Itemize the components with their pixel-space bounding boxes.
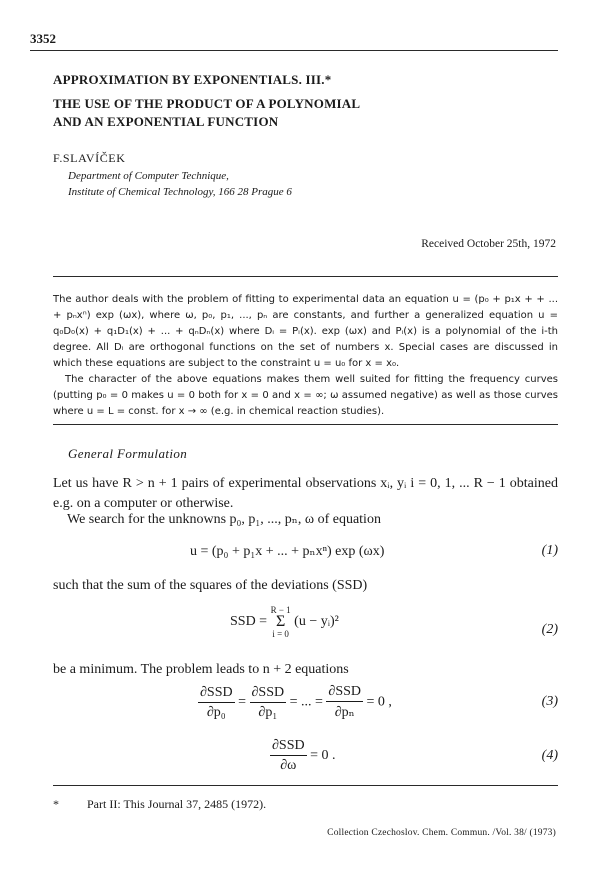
- equation-3-number: (3): [541, 694, 558, 709]
- equation-2: [230, 604, 339, 640]
- fraction-dssd-domega: $\frac{\text{∂SSD}}{\partial\omega}$: [272, 738, 305, 773]
- equation-1: u = (p₀ + p₁x + ... + pₙxⁿ) exp (ωx): [190, 544, 385, 559]
- summation: [271, 604, 291, 640]
- summation-upper-limit: R − 1: [270, 605, 291, 615]
- abstract-paragraph-2: The character of the above equations makes them well suited for fitting the frequency curves (putting p₀ = 0 makes u = 0 both for x = 0 and x = ∞; ω assumed negative) as well as those curves where u = L = const. for x → ∞ (e.g. in chemical reaction studies).: [53, 374, 558, 417]
- equation-4-number: (4): [541, 748, 558, 763]
- equation-2-lhs: SSD =: [230, 614, 268, 630]
- section-heading: General Formulation: [68, 446, 188, 461]
- body-paragraph-1: Let us have R > n + 1 pairs of experimental observations xᵢ, yᵢ i = 0, 1, ... R − 1 obtained e.g. on a computer or otherwise.: [53, 476, 558, 511]
- body-paragraph-4: be a minimum. The problem leads to n + 2 equations: [53, 662, 349, 677]
- abstract-bottom-rule: [53, 424, 558, 425]
- equation-3-equals: =: [238, 694, 247, 710]
- footnote: [53, 797, 266, 812]
- fraction-dssd-dp1: $\frac{\text{∂SSD}}{\text{∂p₁}}$: [251, 684, 285, 720]
- fraction-dssd-dpn: $\frac{\text{∂SSD}}{\text{∂pₙ}}$: [328, 684, 362, 720]
- footnote-marker: *: [53, 797, 59, 811]
- received-date: Received October 25th, 1972: [421, 238, 556, 250]
- footnote-text: Part II: This Journal 37, 2485 (1972).: [87, 797, 267, 811]
- affiliation-line-1: Department of Computer Technique,: [68, 170, 229, 182]
- equation-3: [198, 684, 392, 721]
- title-line-2: THE USE OF THE PRODUCT OF A POLYNOMIAL: [53, 96, 361, 111]
- abstract-paragraph-1: The author deals with the problem of fitting to experimental data an equation u = (p₀ + p₁x + + ... + pₙxⁿ) exp (ωx), where ω, p₀, p₁, ..., pₙ are constants, and further a generalized equation u = q₀D₀(x) + q₁D₁(x) + ... + qₙDₙ(x) where Dᵢ = Pᵢ(x). exp (ωx) and Pᵢ(x) is a polynomial of the i-th degree. All Dᵢ are orthogonal functions on the set of numbers x. Special cases are discussed in which these equations are subject to the constraint u = u₀ for x = x₀.: [53, 294, 558, 369]
- equation-2-number: (2): [541, 622, 558, 637]
- footnote-rule: [53, 785, 558, 786]
- page-number: 3352: [30, 31, 56, 46]
- equation-3-tail: = 0 ,: [366, 694, 392, 710]
- title-line-1: APPROXIMATION BY EXPONENTIALS. III.*: [53, 72, 332, 87]
- fraction-dssd-dp0: $\frac{\text{∂SSD}}{\text{∂p₀}}$: [200, 684, 233, 720]
- body-paragraph-3: such that the sum of the squares of the deviations (SSD): [53, 578, 368, 593]
- abstract-top-rule: [53, 276, 558, 277]
- equation-3-ellipsis: = ... =: [289, 694, 323, 710]
- equation-1-number: (1): [541, 543, 558, 558]
- affiliation-line-2: Institute of Chemical Technology, 166 28 Prague 6: [68, 186, 292, 198]
- equation-4-tail: = 0 .: [310, 748, 336, 764]
- header-rule: [30, 50, 558, 51]
- equation-4: [270, 738, 336, 774]
- title-line-3: AND AN EXPONENTIAL FUNCTION: [53, 114, 279, 129]
- body-paragraph-2: We search for the unknowns p₀, p₁, ..., pₙ, ω of equation: [67, 512, 381, 527]
- summation-lower-limit: i = 0: [272, 629, 289, 639]
- summation-sigma: Σ: [275, 613, 286, 630]
- journal-footer: Collection Czechoslov. Chem. Commun. /Vol. 38/ (1973): [327, 828, 556, 838]
- abstract: [53, 292, 558, 420]
- author-name: F.SLAVÍČEK: [53, 151, 126, 165]
- equation-2-rhs: (u − yᵢ)²: [294, 614, 339, 630]
